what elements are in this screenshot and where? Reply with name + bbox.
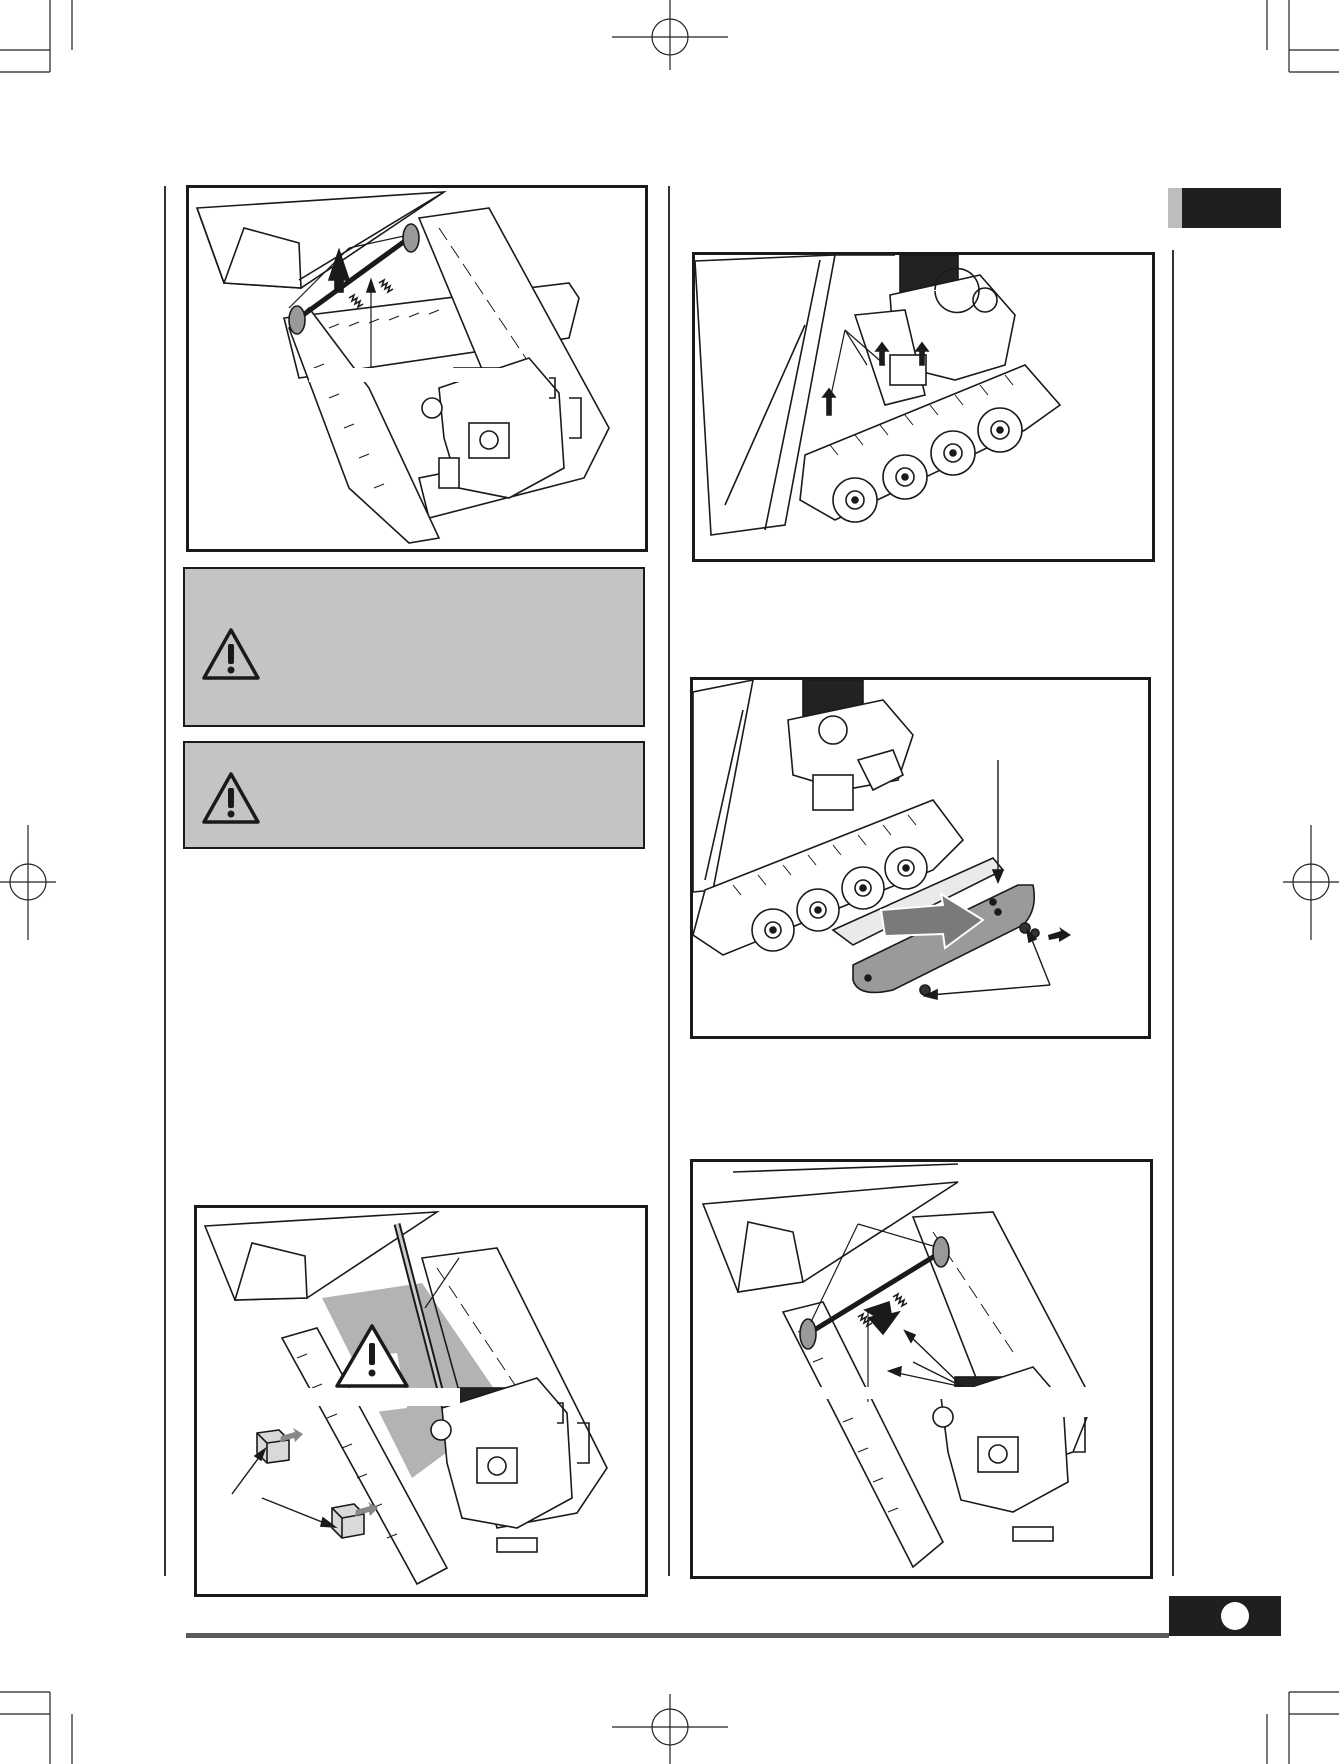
figure-engine-side-arrows <box>692 252 1155 562</box>
warning-triangle-icon <box>201 627 261 681</box>
warning-triangle-icon <box>201 771 261 825</box>
warning-box-2 <box>183 741 645 849</box>
figure-prop-rod <box>194 1205 648 1597</box>
left-column-rule <box>164 186 166 1576</box>
figure-axle-lower <box>690 1159 1153 1579</box>
section-tab <box>1182 188 1281 228</box>
figure-axle-lift <box>186 185 648 552</box>
figure-cover-plate-removal <box>690 677 1151 1039</box>
section-tab-accent <box>1168 188 1182 228</box>
center-column-rule <box>668 186 670 1576</box>
page-number-tab <box>1169 1596 1281 1636</box>
page-number <box>1221 1602 1249 1630</box>
right-column-rule <box>1172 250 1174 1576</box>
warning-box-1 <box>183 567 645 727</box>
footer-rule <box>186 1633 1169 1638</box>
